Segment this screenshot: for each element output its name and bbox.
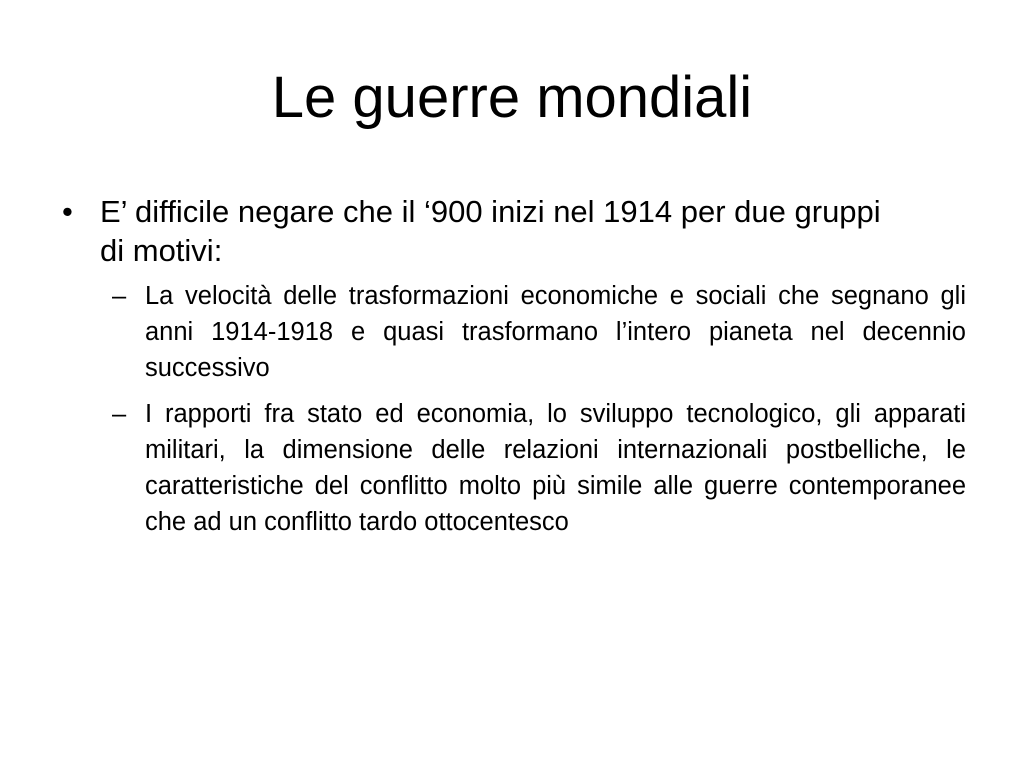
dash-icon: – — [112, 282, 127, 310]
bullet-text: E’ difficile negare che il ‘900 inizi nel 1914 per due gruppi di motivi: — [100, 194, 881, 268]
subbullet-list — [60, 278, 966, 540]
subbullet-item — [112, 396, 966, 540]
slide-title: Le guerre mondiali — [271, 65, 753, 130]
subbullet-item — [112, 278, 966, 386]
bullet-item — [60, 192, 966, 270]
dash-icon: – — [112, 400, 127, 428]
slide-body — [60, 192, 966, 550]
bullet-dot-icon: • — [62, 194, 73, 229]
subbullet-text: La velocità delle trasformazioni economiche e sociali che segnano gli anni 1914-1918 e quasi trasformano l’intero pianeta nel decennio successivo — [145, 282, 966, 382]
subbullet-text: I rapporti fra stato ed economia, lo sviluppo tecnologico, gli apparati militari, la dimensione delle relazioni internazionali postbelliche, le caratteristiche del conflitto molto più simile alle guerre contemporanee che ad un conflitto tardo ottocentesco — [145, 400, 966, 536]
